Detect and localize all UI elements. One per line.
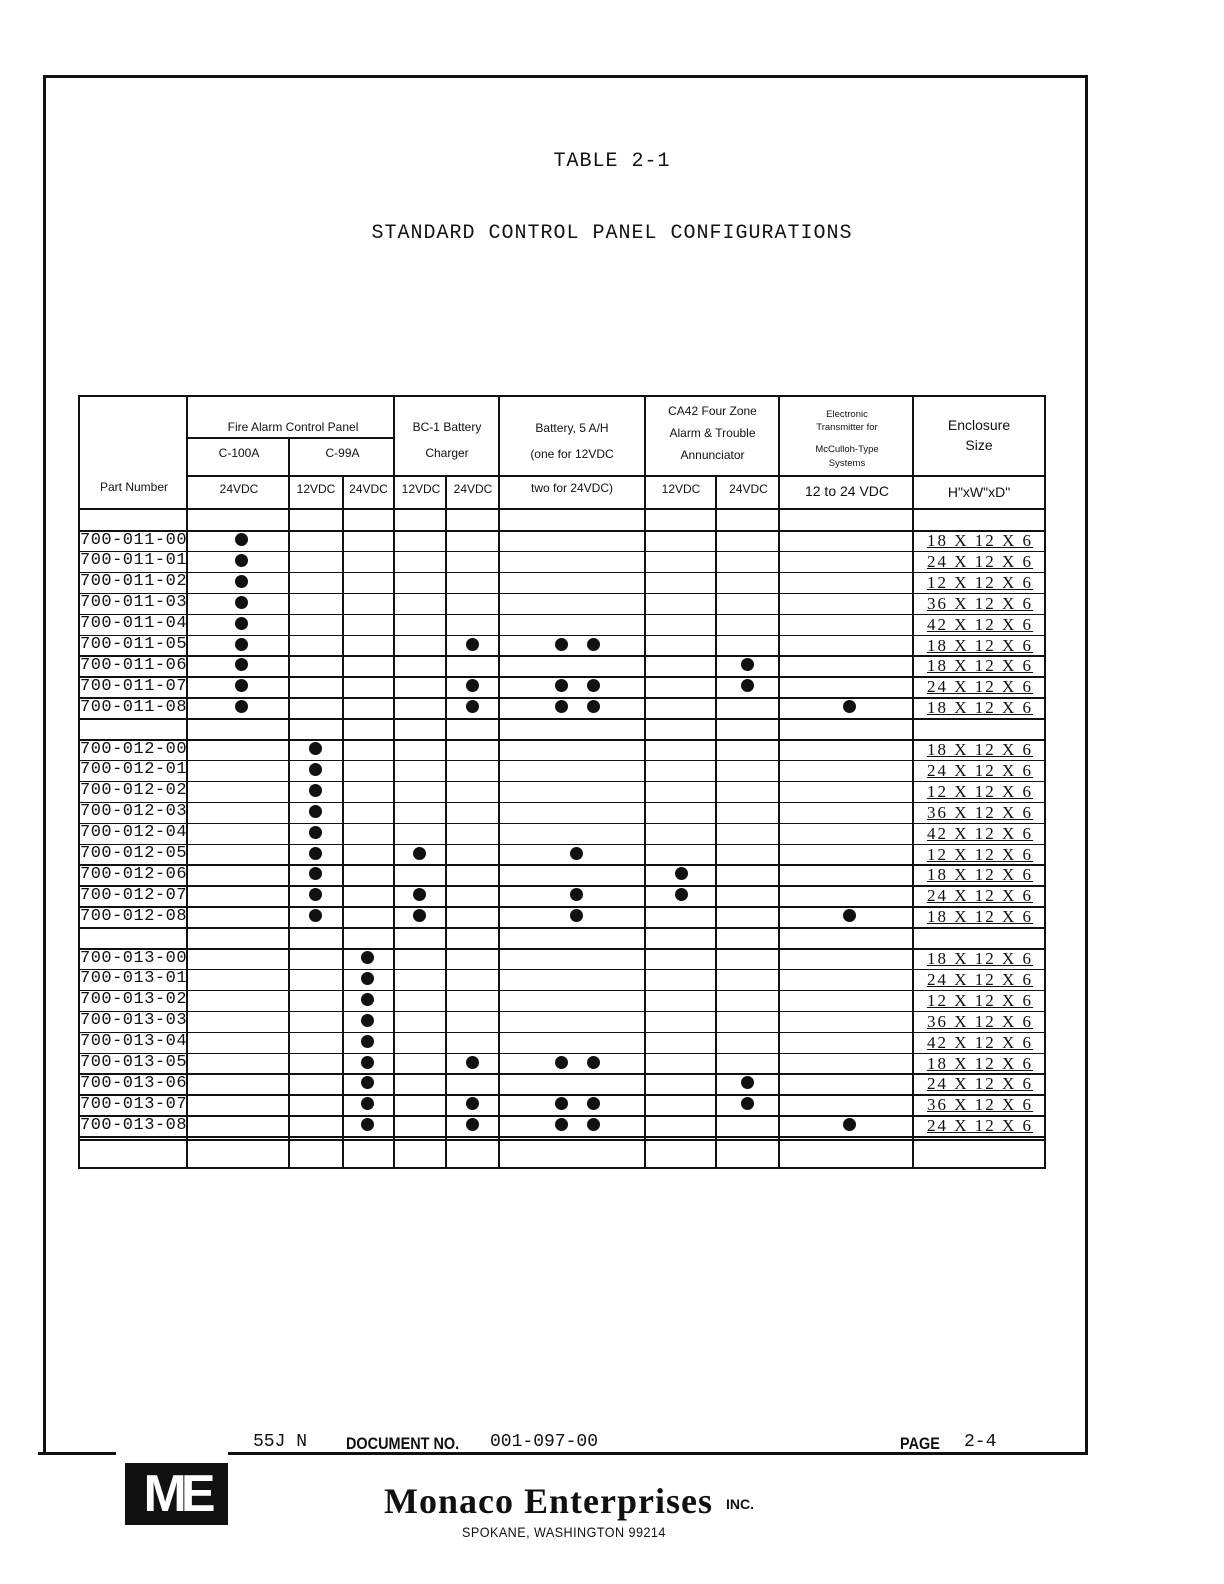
part-number: 700-013-03 bbox=[80, 1011, 188, 1031]
config-dot-c100a bbox=[235, 533, 248, 546]
row-line bbox=[78, 739, 1046, 741]
enclosure-size: 24 X 12 X 6 bbox=[927, 551, 1034, 571]
table-number: TABLE 2-1 bbox=[553, 150, 671, 173]
row-line bbox=[78, 885, 1046, 887]
part-number: 700-013-00 bbox=[80, 948, 188, 968]
config-dot-bc1-12 bbox=[413, 909, 426, 922]
part-number: 700-013-06 bbox=[80, 1073, 188, 1093]
config-dot-bc1-24 bbox=[466, 638, 479, 651]
part-number: 700-011-02 bbox=[80, 572, 188, 592]
config-dot-c100a bbox=[235, 679, 248, 692]
enclosure-size: 24 X 12 X 6 bbox=[927, 760, 1034, 780]
header-et-line3: McCulloh-Type bbox=[815, 444, 879, 455]
row-line bbox=[78, 948, 1046, 950]
row-line bbox=[78, 844, 1046, 846]
header-ca42-line2: Alarm & Trouble bbox=[669, 426, 756, 440]
config-dot-c99a-12 bbox=[309, 805, 322, 818]
enclosure-size: 12 X 12 X 6 bbox=[927, 572, 1034, 592]
row-line bbox=[78, 1011, 1046, 1013]
config-dot-bc1-24 bbox=[466, 1056, 479, 1069]
part-number: 700-012-04 bbox=[80, 823, 188, 843]
header-c99a-12v: 12VDC bbox=[296, 482, 336, 496]
part-number: 700-012-07 bbox=[80, 885, 188, 905]
config-dot-batt-b bbox=[587, 700, 600, 713]
row-line bbox=[78, 593, 1046, 595]
enclosure-size: 18 X 12 X 6 bbox=[927, 865, 1034, 885]
enclosure-size: 42 X 12 X 6 bbox=[927, 614, 1034, 634]
header-ca42-line3: Annunciator bbox=[680, 448, 745, 462]
config-dot-c100a bbox=[235, 617, 248, 630]
header-ca42-24v: 24VDC bbox=[729, 482, 768, 496]
config-dot-batt-a bbox=[555, 1118, 568, 1131]
config-dot-ca42-24 bbox=[741, 1097, 754, 1110]
config-dot-c99a-24 bbox=[361, 1097, 374, 1110]
config-dot-c99a-12 bbox=[309, 847, 322, 860]
enclosure-size: 42 X 12 X 6 bbox=[927, 1032, 1034, 1052]
enclosure-size: 12 X 12 X 6 bbox=[927, 781, 1034, 801]
header-c100a-voltage: 24VDC bbox=[219, 482, 259, 496]
part-number: 700-012-06 bbox=[80, 864, 188, 884]
revision-code: 55J N bbox=[253, 1432, 313, 1454]
part-number: 700-013-08 bbox=[80, 1115, 188, 1135]
header-bc1-24v: 24VDC bbox=[453, 482, 493, 496]
config-dot-c100a bbox=[235, 700, 248, 713]
config-dot-et bbox=[843, 1118, 856, 1131]
header-line bbox=[644, 475, 778, 477]
config-dot-c99a-24 bbox=[361, 1118, 374, 1131]
row-line bbox=[78, 551, 1046, 553]
row-line bbox=[78, 802, 1046, 804]
row-line bbox=[78, 969, 1046, 971]
enclosure-size: 12 X 12 X 6 bbox=[927, 844, 1034, 864]
table-title: STANDARD CONTROL PANEL CONFIGURATIONS bbox=[371, 222, 853, 245]
row-line bbox=[78, 572, 1046, 574]
part-number: 700-011-00 bbox=[80, 530, 188, 550]
config-dot-bc1-12 bbox=[413, 888, 426, 901]
row-line bbox=[78, 718, 1046, 720]
document-number: 001-097-00 bbox=[478, 1432, 886, 1454]
config-dot-ca42-24 bbox=[741, 679, 754, 692]
header-facp: Fire Alarm Control Panel bbox=[227, 420, 359, 434]
header-bc1-12v: 12VDC bbox=[401, 482, 441, 496]
row-line bbox=[78, 1053, 1046, 1055]
part-number: 700-012-08 bbox=[80, 906, 188, 926]
row-line bbox=[78, 697, 1046, 699]
enclosure-size: 42 X 12 X 6 bbox=[927, 823, 1034, 843]
config-dot-c99a-24 bbox=[361, 993, 374, 1006]
header-c99a-24v: 24VDC bbox=[349, 482, 388, 496]
enclosure-size: 36 X 12 X 6 bbox=[927, 802, 1034, 822]
config-dot-batt-a bbox=[555, 1097, 568, 1110]
config-dot-bc1-24 bbox=[466, 1118, 479, 1131]
config-dot-batt-b bbox=[587, 638, 600, 651]
part-number: 700-011-04 bbox=[80, 614, 188, 634]
document-label: DOCUMENT NO. bbox=[346, 1434, 460, 1453]
row-line bbox=[78, 927, 1046, 929]
config-dot-c99a-12 bbox=[309, 742, 322, 755]
row-line bbox=[78, 530, 1046, 532]
part-number: 700-013-02 bbox=[80, 990, 188, 1010]
config-dot-c100a bbox=[235, 658, 248, 671]
row-line bbox=[78, 823, 1046, 825]
enclosure-size: 12 X 12 X 6 bbox=[927, 990, 1034, 1010]
config-dot-ca42-24 bbox=[741, 658, 754, 671]
part-number: 700-012-01 bbox=[80, 760, 188, 780]
config-dot-batt-a bbox=[555, 700, 568, 713]
config-dot-batt-b bbox=[587, 1097, 600, 1110]
config-dot-et bbox=[843, 700, 856, 713]
header-bc1-line2: Charger bbox=[425, 446, 469, 460]
company-suffix: INC. bbox=[726, 1496, 754, 1512]
enclosure-size: 18 X 12 X 6 bbox=[927, 531, 1034, 550]
header-battery-line3: two for 24VDC) bbox=[530, 481, 614, 495]
config-dot-et bbox=[843, 909, 856, 922]
header-et-line1: Electronic bbox=[826, 409, 868, 420]
enclosure-size: 24 X 12 X 6 bbox=[927, 969, 1034, 989]
header-line bbox=[912, 475, 1046, 477]
part-number: 700-012-03 bbox=[80, 802, 188, 822]
header-c99a: C-99A bbox=[325, 446, 360, 460]
page-label: PAGE bbox=[900, 1434, 940, 1453]
enclosure-size: 24 X 12 X 6 bbox=[927, 677, 1034, 697]
enclosure-size: 24 X 12 X 6 bbox=[927, 1116, 1034, 1136]
header-battery-line1: Battery, 5 A/H bbox=[535, 421, 609, 435]
row-line bbox=[78, 1115, 1046, 1117]
config-dot-batt-one bbox=[570, 847, 583, 860]
enclosure-size: 18 X 12 X 6 bbox=[927, 740, 1034, 759]
enclosure-size: 24 X 12 X 6 bbox=[927, 886, 1034, 906]
row-line bbox=[78, 635, 1046, 637]
config-dot-c99a-24 bbox=[361, 1056, 374, 1069]
part-number: 700-011-08 bbox=[80, 697, 188, 717]
enclosure-size: 18 X 12 X 6 bbox=[927, 1053, 1034, 1073]
header-enclosure-line2: Size bbox=[965, 437, 993, 453]
header-et-line4: Systems bbox=[828, 458, 866, 469]
config-dot-bc1-24 bbox=[466, 1097, 479, 1110]
row-line bbox=[78, 655, 1046, 657]
part-number: 700-013-01 bbox=[80, 969, 188, 989]
config-dot-ca42-12 bbox=[675, 867, 688, 880]
enclosure-size: 18 X 12 X 6 bbox=[927, 907, 1034, 927]
enclosure-size: 18 X 12 X 6 bbox=[927, 949, 1034, 968]
header-ca42-12v: 12VDC bbox=[661, 482, 701, 496]
part-number: 700-012-00 bbox=[80, 739, 188, 759]
config-dot-batt-a bbox=[555, 679, 568, 692]
row-line bbox=[78, 1094, 1046, 1096]
row-line bbox=[78, 1032, 1046, 1034]
header-battery-line2: (one for 12VDC bbox=[530, 447, 614, 461]
page-border-bottom-left bbox=[38, 1452, 116, 1455]
row-line bbox=[78, 614, 1046, 616]
config-dot-batt-a bbox=[555, 638, 568, 651]
row-line bbox=[78, 760, 1046, 762]
enclosure-size: 36 X 12 X 6 bbox=[927, 1011, 1034, 1031]
company-address: SPOKANE, WASHINGTON 99214 bbox=[462, 1524, 666, 1540]
enclosure-size: 36 X 12 X 6 bbox=[927, 1095, 1034, 1115]
config-dot-c99a-24 bbox=[361, 972, 374, 985]
header-line bbox=[186, 475, 912, 477]
config-dot-batt-a bbox=[555, 1056, 568, 1069]
config-dot-c100a bbox=[235, 575, 248, 588]
config-dot-bc1-24 bbox=[466, 700, 479, 713]
enclosure-size: 36 X 12 X 6 bbox=[927, 593, 1034, 613]
part-number: 700-013-07 bbox=[80, 1094, 188, 1114]
part-number: 700-011-01 bbox=[80, 551, 188, 571]
part-number: 700-012-05 bbox=[80, 844, 188, 863]
header-et-voltage: 12 to 24 VDC bbox=[804, 483, 890, 499]
part-number: 700-013-05 bbox=[80, 1053, 188, 1072]
config-dot-batt-b bbox=[587, 1056, 600, 1069]
config-dot-c99a-24 bbox=[361, 1076, 374, 1089]
header-line bbox=[78, 508, 1046, 510]
enclosure-size: 18 X 12 X 6 bbox=[927, 698, 1034, 718]
enclosure-size: 18 X 12 X 6 bbox=[927, 635, 1034, 655]
company-logo: ME bbox=[125, 1463, 228, 1525]
header-enclosure-line1: Enclosure bbox=[947, 417, 1011, 433]
header-et-line2: Transmitter for bbox=[816, 422, 878, 433]
header-c100a: C-100A bbox=[218, 446, 260, 460]
config-dot-bc1-12 bbox=[413, 847, 426, 860]
row-line bbox=[78, 990, 1046, 992]
config-dot-ca42-12 bbox=[675, 888, 688, 901]
config-dot-c99a-12 bbox=[309, 867, 322, 880]
header-line bbox=[186, 437, 393, 439]
header-enclosure-units: H"xW"xD" bbox=[947, 484, 1011, 500]
part-number: 700-011-06 bbox=[80, 655, 188, 675]
config-dot-c100a bbox=[235, 638, 248, 651]
config-dot-c99a-12 bbox=[309, 763, 322, 776]
config-dot-c99a-24 bbox=[361, 1035, 374, 1048]
part-number: 700-011-03 bbox=[80, 593, 188, 613]
config-dot-batt-b bbox=[587, 1118, 600, 1131]
config-dot-bc1-24 bbox=[466, 679, 479, 692]
config-dot-c99a-24 bbox=[361, 951, 374, 964]
config-dot-batt-one bbox=[570, 888, 583, 901]
config-dot-c99a-24 bbox=[361, 1014, 374, 1027]
row-line bbox=[78, 864, 1046, 866]
config-dot-c100a bbox=[235, 596, 248, 609]
config-dot-ca42-24 bbox=[741, 1076, 754, 1089]
part-number: 700-011-05 bbox=[80, 635, 188, 654]
config-dot-c100a bbox=[235, 554, 248, 567]
part-number: 700-012-02 bbox=[80, 781, 188, 801]
config-dot-batt-b bbox=[587, 679, 600, 692]
company-name: Monaco Enterprises bbox=[384, 1481, 713, 1521]
config-dot-batt-one bbox=[570, 909, 583, 922]
row-line bbox=[78, 1139, 1046, 1141]
config-dot-c99a-12 bbox=[309, 888, 322, 901]
row-line bbox=[78, 781, 1046, 783]
row-line bbox=[78, 906, 1046, 908]
enclosure-size: 24 X 12 X 6 bbox=[927, 1074, 1034, 1094]
row-line bbox=[78, 1136, 1046, 1138]
page-number: 2-4 bbox=[956, 1432, 1004, 1454]
part-number: 700-013-04 bbox=[80, 1032, 188, 1052]
enclosure-size: 18 X 12 X 6 bbox=[927, 656, 1034, 676]
part-number: 700-011-07 bbox=[80, 676, 188, 696]
config-dot-c99a-12 bbox=[309, 784, 322, 797]
row-line bbox=[78, 676, 1046, 678]
config-dot-c99a-12 bbox=[309, 909, 322, 922]
header-bc1-line1: BC-1 Battery bbox=[412, 420, 482, 434]
config-dot-c99a-12 bbox=[309, 826, 322, 839]
row-line bbox=[78, 1073, 1046, 1075]
header-ca42-line1: CA42 Four Zone bbox=[668, 404, 757, 418]
header-part-number: Part Number bbox=[99, 480, 169, 494]
